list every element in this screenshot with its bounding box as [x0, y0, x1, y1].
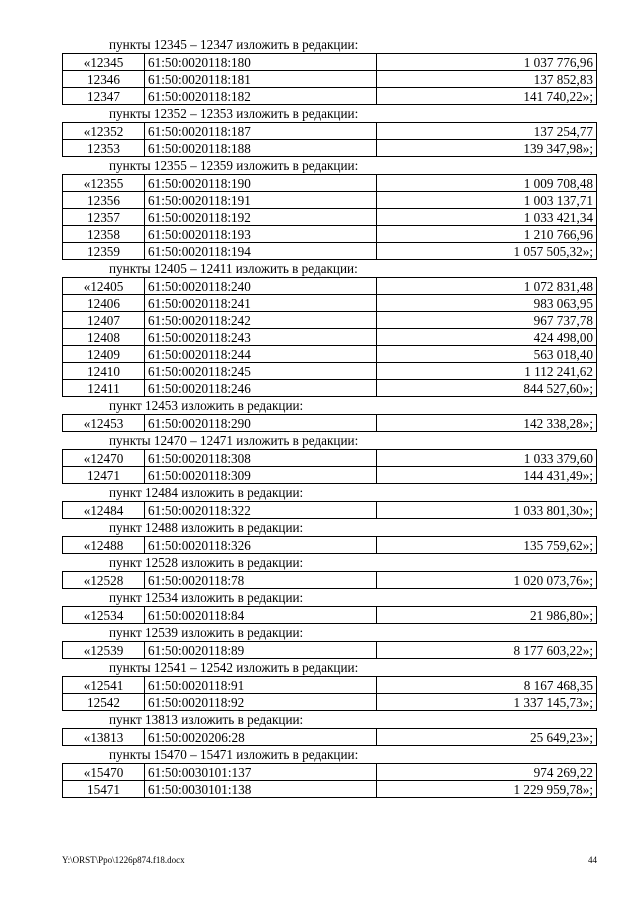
table-row	[62, 278, 597, 295]
table-row	[62, 467, 597, 484]
cadastral-number-cell: 61:50:0020118:309	[145, 467, 377, 483]
cadastral-number-cell: 61:50:0020118:187	[145, 123, 377, 139]
table-row	[62, 415, 597, 432]
cadastral-number-cell: 61:50:0020118:180	[145, 54, 377, 70]
cadastral-number-cell: 61:50:0020118:78	[145, 572, 377, 588]
table-row	[62, 380, 597, 397]
value-cell: 1 112 241,62	[524, 364, 593, 379]
cadastral-number-cell: 61:50:0020118:241	[145, 295, 377, 311]
value-cell: 142 338,28»;	[523, 416, 593, 431]
table-row	[62, 243, 597, 260]
cadastral-number-cell: 61:50:0020118:181	[145, 71, 377, 87]
value-cell: 144 431,49»;	[523, 468, 593, 483]
section-heading: пункт 12534 изложить в редакции:	[62, 589, 597, 607]
table-row	[62, 346, 597, 363]
item-number-cell: «12345	[63, 54, 145, 70]
section-heading: пункты 12541 – 12542 изложить в редакции:	[62, 659, 597, 677]
table-row	[62, 329, 597, 346]
cadastral-number-cell: 61:50:0020118:194	[145, 243, 377, 259]
cadastral-number-cell: 61:50:0020118:242	[145, 312, 377, 328]
page-number: 44	[588, 855, 597, 865]
value-cell: 135 759,62»;	[523, 538, 593, 553]
cadastral-number-cell: 61:50:0020118:192	[145, 209, 377, 225]
value-cell: 1 072 831,48	[523, 279, 593, 294]
item-number-cell: 12407	[63, 312, 145, 328]
item-number-cell: «12484	[63, 502, 145, 518]
table-row	[62, 175, 597, 192]
section-heading: пункты 15470 – 15471 изложить в редакции:	[62, 746, 597, 764]
value-cell: 1 033 379,60	[523, 451, 593, 466]
cadastral-number-cell: 61:50:0020118:91	[145, 677, 377, 693]
value-cell: 141 740,22»;	[523, 89, 593, 104]
item-number-cell: «12541	[63, 677, 145, 693]
value-cell: 1 003 137,71	[523, 193, 593, 208]
cadastral-number-cell: 61:50:0020118:245	[145, 363, 377, 379]
item-number-cell: «12528	[63, 572, 145, 588]
item-number-cell: 12471	[63, 467, 145, 483]
cadastral-number-cell: 61:50:0020118:92	[145, 694, 377, 710]
section-heading: пункты 12405 – 12411 изложить в редакции:	[62, 260, 597, 278]
cadastral-number-cell: 61:50:0020118:322	[145, 502, 377, 518]
section-heading: пункт 12484 изложить в редакции:	[62, 484, 597, 502]
item-number-cell: «12352	[63, 123, 145, 139]
value-cell: 139 347,98»;	[523, 141, 593, 156]
cadastral-number-cell: 61:50:0020118:190	[145, 175, 377, 191]
item-number-cell: 12356	[63, 192, 145, 208]
value-cell: 137 852,83	[533, 72, 593, 87]
table-row	[62, 140, 597, 157]
table-row	[62, 450, 597, 467]
value-cell: 967 737,78	[533, 313, 593, 328]
item-number-cell: 12358	[63, 226, 145, 242]
item-number-cell: 12353	[63, 140, 145, 156]
cadastral-number-cell: 61:50:0020118:243	[145, 329, 377, 345]
table-row	[62, 123, 597, 140]
section-heading: пункты 12470 – 12471 изложить в редакции:	[62, 432, 597, 450]
value-cell: 1 057 505,32»;	[513, 244, 593, 259]
cadastral-number-cell: 61:50:0020118:89	[145, 642, 377, 658]
value-cell: 1 009 708,48	[523, 176, 593, 191]
item-number-cell: «12453	[63, 415, 145, 431]
table-row	[62, 88, 597, 105]
section-heading: пункт 12488 изложить в редакции:	[62, 519, 597, 537]
value-cell: 1 210 766,96	[523, 227, 593, 242]
cadastral-number-cell: 61:50:0030101:138	[145, 781, 377, 797]
section-heading: пункт 12453 изложить в редакции:	[62, 397, 597, 415]
value-cell: 1 229 959,78»;	[513, 782, 593, 797]
item-number-cell: «12470	[63, 450, 145, 466]
cadastral-number-cell: 61:50:0020118:246	[145, 380, 377, 396]
cadastral-number-cell: 61:50:0020118:193	[145, 226, 377, 242]
value-cell: 1 337 145,73»;	[513, 695, 593, 710]
cadastral-number-cell: 61:50:0020118:308	[145, 450, 377, 466]
item-number-cell: «13813	[63, 729, 145, 745]
item-number-cell: 12346	[63, 71, 145, 87]
cadastral-number-cell: 61:50:0020118:182	[145, 88, 377, 104]
cadastral-number-cell: 61:50:0020118:84	[145, 607, 377, 623]
cadastral-number-cell: 61:50:0030101:137	[145, 764, 377, 780]
table-row	[62, 209, 597, 226]
cadastral-number-cell: 61:50:0020118:290	[145, 415, 377, 431]
cadastral-number-cell: 61:50:0020118:244	[145, 346, 377, 362]
cadastral-number-cell: 61:50:0020118:191	[145, 192, 377, 208]
item-number-cell: 12409	[63, 346, 145, 362]
table-row	[62, 677, 597, 694]
document-body	[62, 36, 597, 798]
value-cell: 424 498,00	[533, 330, 593, 345]
item-number-cell: 12411	[63, 380, 145, 396]
table-row	[62, 71, 597, 88]
value-cell: 844 527,60»;	[523, 381, 593, 396]
value-cell: 25 649,23»;	[529, 730, 593, 745]
table-row	[62, 537, 597, 554]
table-row	[62, 192, 597, 209]
table-row	[62, 781, 597, 798]
table-row	[62, 54, 597, 71]
table-row	[62, 226, 597, 243]
item-number-cell: 12347	[63, 88, 145, 104]
section-heading: пункты 12352 – 12353 изложить в редакции:	[62, 105, 597, 123]
item-number-cell: 12359	[63, 243, 145, 259]
table-row	[62, 295, 597, 312]
value-cell: 137 254,77	[533, 124, 593, 139]
item-number-cell: 15471	[63, 781, 145, 797]
item-number-cell: 12357	[63, 209, 145, 225]
value-cell: 1 033 801,30»;	[513, 503, 593, 518]
file-path: Y:\ORST\Ppo\1226p874.f18.docx	[62, 855, 185, 865]
item-number-cell: 12542	[63, 694, 145, 710]
section-heading: пункт 13813 изложить в редакции:	[62, 711, 597, 729]
item-number-cell: «12534	[63, 607, 145, 623]
cadastral-number-cell: 61:50:0020118:188	[145, 140, 377, 156]
value-cell: 1 033 421,34	[523, 210, 593, 225]
item-number-cell: «12355	[63, 175, 145, 191]
section-heading: пункты 12345 – 12347 изложить в редакции:	[62, 36, 597, 54]
item-number-cell: 12410	[63, 363, 145, 379]
table-row	[62, 642, 597, 659]
item-number-cell: «15470	[63, 764, 145, 780]
value-cell: 8 177 603,22»;	[513, 643, 593, 658]
section-heading: пункт 12539 изложить в редакции:	[62, 624, 597, 642]
table-row	[62, 729, 597, 746]
table-row	[62, 764, 597, 781]
table-row	[62, 363, 597, 380]
table-row	[62, 502, 597, 519]
item-number-cell: «12488	[63, 537, 145, 553]
value-cell: 563 018,40	[533, 347, 593, 362]
table-row	[62, 607, 597, 624]
value-cell: 1 020 073,76»;	[513, 573, 593, 588]
value-cell: 1 037 776,96	[523, 55, 593, 70]
cadastral-number-cell: 61:50:0020118:326	[145, 537, 377, 553]
value-cell: 974 269,22	[533, 765, 593, 780]
item-number-cell: 12408	[63, 329, 145, 345]
section-heading: пункт 12528 изложить в редакции:	[62, 554, 597, 572]
value-cell: 8 167 468,35	[523, 678, 593, 693]
value-cell: 21 986,80»;	[529, 608, 593, 623]
value-cell: 983 063,95	[533, 296, 593, 311]
item-number-cell: «12539	[63, 642, 145, 658]
cadastral-number-cell: 61:50:0020206:28	[145, 729, 377, 745]
section-heading: пункты 12355 – 12359 изложить в редакции:	[62, 157, 597, 175]
cadastral-number-cell: 61:50:0020118:240	[145, 278, 377, 294]
table-row	[62, 694, 597, 711]
table-row	[62, 572, 597, 589]
item-number-cell: «12405	[63, 278, 145, 294]
table-row	[62, 312, 597, 329]
item-number-cell: 12406	[63, 295, 145, 311]
